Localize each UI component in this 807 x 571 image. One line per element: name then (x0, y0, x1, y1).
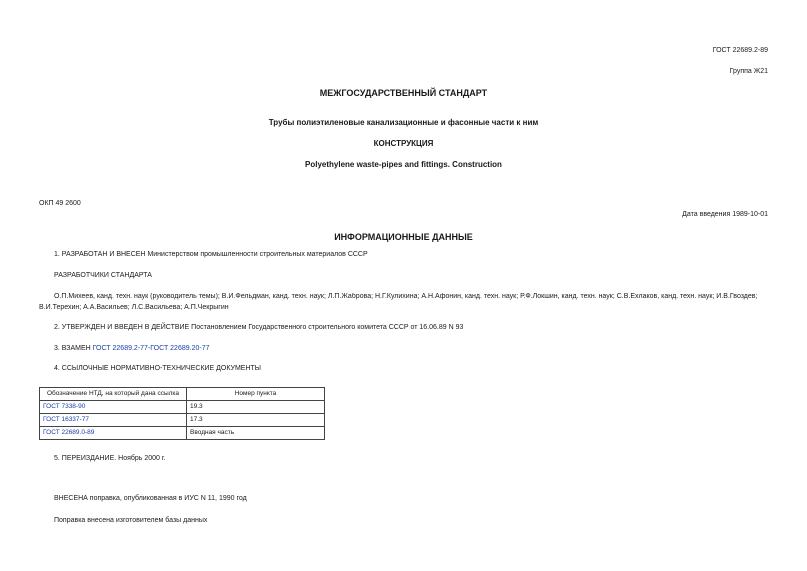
interstate-heading: МЕЖГОСУДАРСТВЕННЫЙ СТАНДАРТ (319, 88, 488, 98)
section-5-text: Ноябрь 2000 г. (116, 455, 166, 462)
developers-line-1: О.П.Михеев, канд. техн. наук (руководитель темы); В.И.Фельдман, канд. техн. наук; Л.П.Жаброва; Н.Г.Кулихина; А.Н.Афонин, канд. техн. наук; Р.Ф.Локшин, канд. техн. наук; С.В.Ехлаков, канд. техн. наук; И.В.Гвоздев; (54, 293, 758, 300)
title-en: Polyethylene waste-pipes and fittings. Construction (305, 160, 502, 169)
section-2-text: Постановлением Государственного строительного комитета СССР от 16.06.89 N 93 (189, 324, 464, 331)
refs-table-header (40, 388, 325, 401)
developers-line-2: В.И.Терехин; А.А.Васильев; Л.С.Васильева; А.П.Чекрыгин (39, 304, 229, 311)
refs-item: Вводная часть (187, 427, 325, 440)
table-row (40, 414, 325, 427)
gost-22689-20-77-link[interactable]: ГОСТ 22689.20-77 (150, 345, 210, 352)
table-row (40, 401, 325, 414)
amendment-label: ВНЕСЕНА (54, 495, 88, 502)
refs-item: 17.3 (187, 414, 325, 427)
refs-doc-link[interactable]: ГОСТ 16337-77 (40, 414, 187, 427)
effective-date: Дата введения 1989-10-01 (682, 211, 768, 218)
section-2 (54, 324, 463, 331)
title-ru: Трубы полиэтиленовые канализационные и фасонные части к ним (268, 118, 539, 127)
refs-col-item: Номер пункта (187, 388, 325, 401)
section-3-sep: - (147, 345, 151, 352)
section-3-label: 3. ВЗАМЕН (54, 345, 93, 352)
amendment-note (54, 495, 247, 502)
doc-group: Группа Ж21 (729, 68, 768, 75)
section-1-text: Министерством промышленности строительных материалов СССР (145, 251, 368, 258)
refs-item: 19.3 (187, 401, 325, 414)
section-4: 4. ССЫЛОЧНЫЕ НОРМАТИВНО-ТЕХНИЧЕСКИЕ ДОКУМЕНТЫ (54, 365, 261, 372)
info-heading: ИНФОРМАЦИОННЫЕ ДАННЫЕ (334, 232, 473, 242)
refs-doc-link[interactable]: ГОСТ 22689.0-89 (40, 427, 187, 440)
section-1-label: 1. РАЗРАБОТАН И ВНЕСЕН (54, 251, 146, 258)
refs-table (39, 387, 325, 440)
refs-doc-link[interactable]: ГОСТ 7338-90 (40, 401, 187, 414)
section-3 (54, 345, 209, 352)
amendment-text: поправка, опубликованная в ИУС N 11, 1990 год (87, 495, 247, 502)
db-note: Поправка внесена изготовителем базы данных (54, 517, 208, 524)
developers-heading: РАЗРАБОТЧИКИ СТАНДАРТА (54, 272, 152, 279)
section-5 (54, 455, 166, 462)
section-2-label: 2. УТВЕРЖДЕН И ВВЕДЕН В ДЕЙСТВИЕ (54, 324, 190, 331)
table-row (40, 427, 325, 440)
section-5-label: 5. ПЕРЕИЗДАНИЕ. (54, 455, 117, 462)
gost-22689-2-77-link[interactable]: ГОСТ 22689.2-77 (92, 345, 148, 352)
doc-code: ГОСТ 22689.2-89 (712, 47, 768, 54)
section-1 (54, 251, 368, 258)
refs-col-doc: Обозначение НТД, на который дана ссылка (40, 388, 187, 401)
subtitle-ru: КОНСТРУКЦИЯ (373, 139, 434, 148)
okp-code: ОКП 49 2600 (39, 200, 81, 207)
